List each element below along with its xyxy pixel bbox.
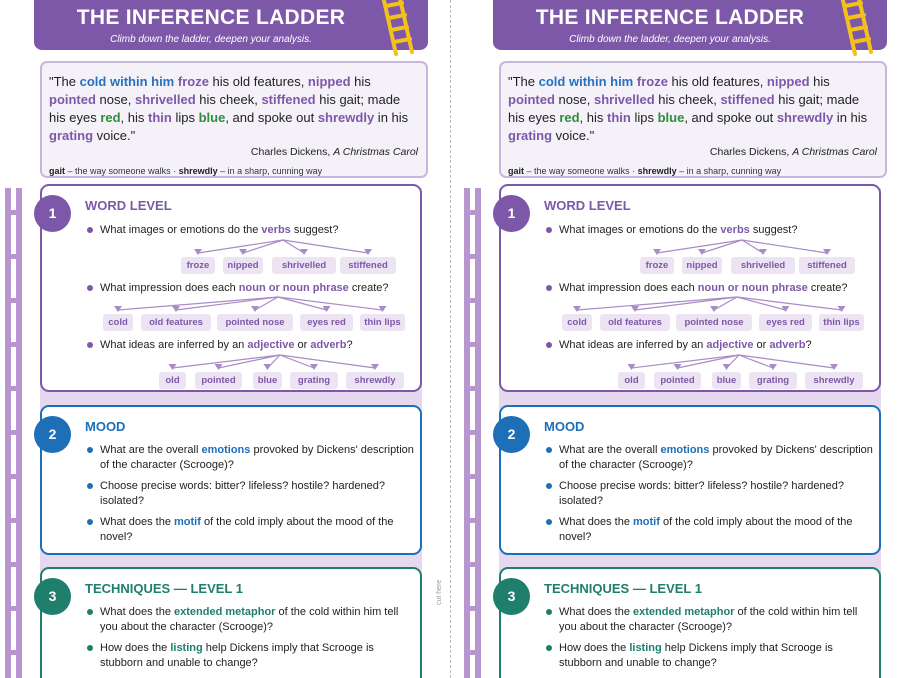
bullet-icon bbox=[87, 609, 93, 615]
section-mood bbox=[40, 405, 422, 555]
word-tag: froze bbox=[181, 257, 215, 274]
glossary: gait – the way someone walks · shrewdly – in a sharp, cunning way bbox=[49, 166, 323, 176]
page-title: THE INFERENCE LADDER bbox=[76, 6, 346, 29]
ladder-rung bbox=[464, 430, 478, 435]
ladder-rung bbox=[5, 562, 19, 567]
title-banner bbox=[493, 0, 887, 50]
word-tag: old features bbox=[141, 314, 211, 331]
bullet-icon bbox=[546, 483, 552, 489]
ladder-rung bbox=[5, 342, 19, 347]
word-tag: old bbox=[159, 372, 186, 389]
section-techniques bbox=[499, 567, 881, 678]
word-tag: shrivelled bbox=[272, 257, 336, 274]
question-verbs: What images or emotions do the verbs suggest? bbox=[559, 223, 874, 238]
ladder-rung bbox=[464, 342, 478, 347]
word-tag: pointed bbox=[195, 372, 242, 389]
ladder-rung bbox=[464, 254, 478, 259]
bullet-icon bbox=[546, 519, 552, 525]
section-techniques bbox=[40, 567, 422, 678]
connector-line bbox=[280, 355, 375, 368]
word-tag: blue bbox=[712, 372, 741, 389]
section-number: 2 bbox=[493, 416, 530, 453]
arrow-down-icon bbox=[169, 364, 177, 370]
question-verbs: What images or emotions do the verbs suggest? bbox=[100, 223, 415, 238]
page-subtitle: Climb down the ladder, deepen your analysis. bbox=[110, 34, 312, 45]
arrow-down-icon bbox=[830, 364, 838, 370]
connector-lines bbox=[501, 186, 883, 396]
word-tag: nipped bbox=[223, 257, 263, 274]
section-title: TECHNIQUES — LEVEL 1 bbox=[85, 581, 243, 596]
question-listing: How does the listing help Dickens imply that Scrooge is stubborn and unable to change? bbox=[559, 641, 874, 670]
word-tag: blue bbox=[253, 372, 282, 389]
word-tag: pointed nose bbox=[217, 314, 293, 331]
worksheet-right bbox=[459, 0, 905, 678]
arrow-down-icon bbox=[264, 364, 272, 370]
quote-author: Charles Dickens, A Christmas Carol bbox=[250, 146, 418, 158]
section-mood bbox=[499, 405, 881, 555]
ladder-rung bbox=[464, 298, 478, 303]
word-tag: nipped bbox=[682, 257, 722, 274]
question-listing: How does the listing help Dickens imply that Scrooge is stubborn and unable to change? bbox=[100, 641, 415, 670]
ladder-rung bbox=[464, 386, 478, 391]
question-precise-words: Choose precise words: bitter? lifeless? hostile? hardened? isolated? bbox=[559, 479, 874, 508]
connector-line bbox=[739, 355, 834, 368]
question-adjectives: What ideas are inferred by an adjective or adverb? bbox=[100, 338, 415, 353]
word-tag: eyes red bbox=[759, 314, 812, 331]
section-word-level bbox=[499, 184, 881, 392]
ladder-rung bbox=[5, 254, 19, 259]
ladder-rung bbox=[5, 474, 19, 479]
word-tag: old features bbox=[600, 314, 670, 331]
ladder-rung bbox=[5, 518, 19, 523]
quote-author: Charles Dickens, A Christmas Carol bbox=[709, 146, 877, 158]
word-tag: froze bbox=[640, 257, 674, 274]
word-tag: grating bbox=[749, 372, 797, 389]
question-nouns: What impression does each noun or noun phrase create? bbox=[100, 281, 415, 296]
glossary: gait – the way someone walks · shrewdly – in a sharp, cunning way bbox=[508, 166, 782, 176]
bullet-icon bbox=[546, 447, 552, 453]
section-number: 3 bbox=[493, 578, 530, 615]
word-tag: old bbox=[618, 372, 645, 389]
section-number: 1 bbox=[34, 195, 71, 232]
quote-box bbox=[499, 61, 887, 178]
page-subtitle: Climb down the ladder, deepen your analysis. bbox=[569, 34, 771, 45]
page-title: THE INFERENCE LADDER bbox=[535, 6, 805, 29]
ladder-rung bbox=[5, 210, 19, 215]
arrow-down-icon bbox=[723, 364, 731, 370]
ladder-rung bbox=[5, 386, 19, 391]
word-tag: stiffened bbox=[799, 257, 855, 274]
ladder-rung bbox=[5, 298, 19, 303]
bullet-icon bbox=[87, 645, 93, 651]
question-extended-metaphor: What does the extended metaphor of the cold within him tell you about the character (Scrooge)? bbox=[559, 605, 874, 634]
question-motif: What does the motif of the cold imply about the mood of the novel? bbox=[100, 515, 415, 544]
word-tag: shrewdly bbox=[805, 372, 863, 389]
word-tag: pointed bbox=[654, 372, 701, 389]
cut-label: cut here bbox=[436, 579, 443, 605]
bullet-icon bbox=[546, 609, 552, 615]
word-tag: cold bbox=[103, 314, 133, 331]
section-number: 3 bbox=[34, 578, 71, 615]
ladder-rung bbox=[5, 650, 19, 655]
ladder-rung bbox=[464, 606, 478, 611]
ladder-rung bbox=[5, 606, 19, 611]
question-motif: What does the motif of the cold imply about the mood of the novel? bbox=[559, 515, 874, 544]
word-tag: grating bbox=[290, 372, 338, 389]
word-tag: cold bbox=[562, 314, 592, 331]
ladder-rung bbox=[464, 562, 478, 567]
word-tag: stiffened bbox=[340, 257, 396, 274]
word-tag: pointed nose bbox=[676, 314, 752, 331]
question-emotions: What are the overall emotions provoked by Dickens' description of the character (Scrooge)? bbox=[559, 443, 874, 472]
section-number: 2 bbox=[34, 416, 71, 453]
ladder-rung bbox=[5, 430, 19, 435]
section-title: MOOD bbox=[544, 419, 585, 434]
ladder-rung bbox=[464, 210, 478, 215]
bullet-icon bbox=[87, 447, 93, 453]
question-precise-words: Choose precise words: bitter? lifeless? hostile? hardened? isolated? bbox=[100, 479, 415, 508]
title-banner bbox=[34, 0, 428, 50]
section-title: WORD LEVEL bbox=[544, 198, 631, 213]
worksheet-left bbox=[0, 0, 452, 678]
connector-lines bbox=[42, 186, 424, 396]
word-tag: eyes red bbox=[300, 314, 353, 331]
section-number: 1 bbox=[493, 195, 530, 232]
ladder-rung bbox=[464, 650, 478, 655]
arrow-down-icon bbox=[371, 364, 379, 370]
section-title: WORD LEVEL bbox=[85, 198, 172, 213]
ladder-rung bbox=[464, 474, 478, 479]
question-emotions: What are the overall emotions provoked by Dickens' description of the character (Scrooge)? bbox=[100, 443, 415, 472]
quote-box bbox=[40, 61, 428, 178]
quote-text: "The cold within him froze his old features, nipped his pointed nose, shrivelled his cheek, stiffened his gait; made his eyes red, his thin lips blue, and spoke out shrewdly in his grating voice." bbox=[508, 74, 868, 143]
word-tag: shrewdly bbox=[346, 372, 404, 389]
arrow-down-icon bbox=[628, 364, 636, 370]
ladder-icon bbox=[380, 0, 414, 56]
section-title: MOOD bbox=[85, 419, 126, 434]
word-tag: thin lips bbox=[360, 314, 405, 331]
word-tag: thin lips bbox=[819, 314, 864, 331]
bullet-icon bbox=[546, 645, 552, 651]
question-adjectives: What ideas are inferred by an adjective or adverb? bbox=[559, 338, 874, 353]
ladder-rung bbox=[464, 518, 478, 523]
ladder-icon bbox=[839, 0, 873, 56]
question-extended-metaphor: What does the extended metaphor of the cold within him tell you about the character (Scrooge)? bbox=[100, 605, 415, 634]
bullet-icon bbox=[87, 519, 93, 525]
question-nouns: What impression does each noun or noun phrase create? bbox=[559, 281, 874, 296]
quote-text: "The cold within him froze his old features, nipped his pointed nose, shrivelled his cheek, stiffened his gait; made his eyes red, his thin lips blue, and spoke out shrewdly in his grating voice." bbox=[49, 74, 409, 143]
section-title: TECHNIQUES — LEVEL 1 bbox=[544, 581, 702, 596]
section-word-level bbox=[40, 184, 422, 392]
bullet-icon bbox=[87, 483, 93, 489]
word-tag: shrivelled bbox=[731, 257, 795, 274]
